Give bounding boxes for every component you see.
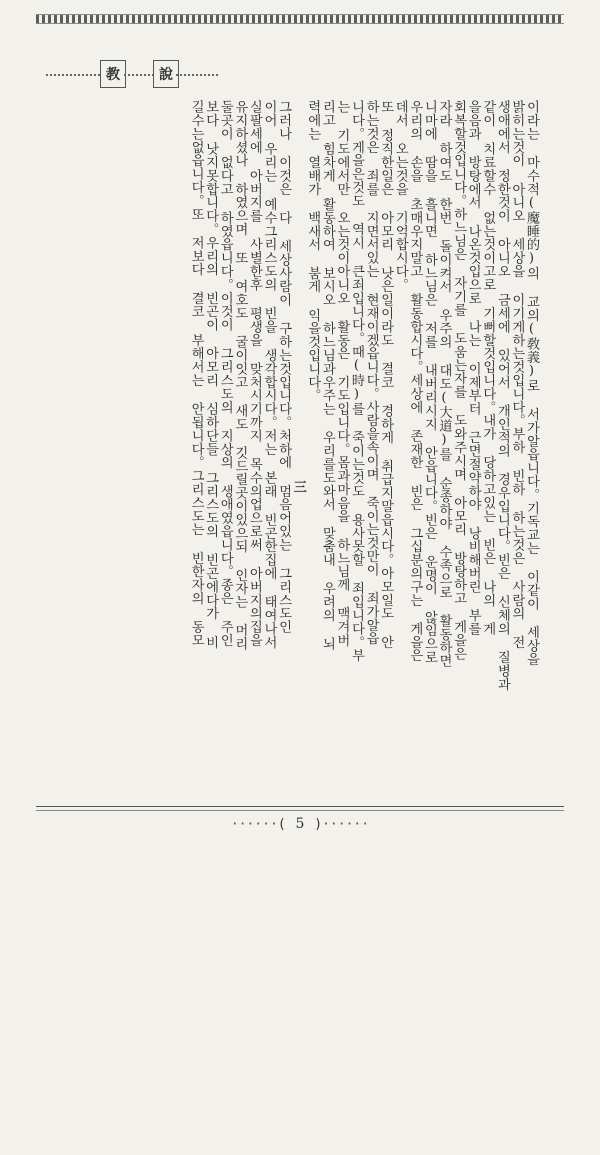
text-column: 실팔세에 아버지를 사별한후 평생을 맞처시기까지 목수의업으로써 아버지의집을 xyxy=(246,100,262,647)
text-column: 니마에 땀을 흘니면 하느님은 저를 내버리시지 안읍니다。빈은 운명이 않임으로 xyxy=(421,100,437,664)
text-column: 그러나 이것은 다 세상사람이 구하는것입니다。처하에 멈음어있는 그리스도인 xyxy=(276,100,292,634)
text-column: 같이 치료할수 없는것이고로 기뻐할것입니다。내가 당하고있는 빈은 나의 게 xyxy=(480,100,496,636)
section-marker: 三 xyxy=(290,480,306,494)
page-number-dots-right: ······ xyxy=(322,817,370,832)
page-number-dots-left: ······ xyxy=(230,817,278,832)
text-column: 자라 하여도 한번 돌이켜서 우주의 대도(大道)를 순종하야 수족으로 활동하면 xyxy=(436,100,452,668)
vertical-text-body xyxy=(188,100,544,775)
text-column: 을음과 방탕에서 나온것입으로 나는 이제부터 근면절약하야 낭비해버린 부를 xyxy=(465,100,481,636)
text-column: 리고 힘차게 활동하여 보시오 하느님과우주는 우리를도와서 맞춤내 우려의 뇌 xyxy=(319,100,335,651)
text-column: 우리의 손을 초매우지말고 활동합시다。세상에 존재한 빈은 그십분의구는 게을은 xyxy=(407,100,423,662)
text-column: 보다 낫지못합니다。우리의 빈곤이 아모리 심하단들 그리스도의 빈곤에다가 비 xyxy=(203,100,219,649)
text-column: 력에는 열배가 백새서 붐게 익을것입니다。 xyxy=(305,100,321,402)
section-title-char-2: 說 xyxy=(153,60,179,88)
text-column: 또 정직한일은 아모리 낫은일이라도 결코 경하게 취급지말읍시다。아모일도 안 xyxy=(378,100,394,649)
footer-rule-bottom xyxy=(36,810,564,811)
text-column: 이라는 마수적(魔睡的)의 교의(敎義)로 서가알읍니다。기독교는 이같이 세상을 xyxy=(524,100,539,666)
header-dotted-line-right xyxy=(176,74,218,76)
page-number-value: 5 xyxy=(295,816,305,832)
header-dotted-line-middle xyxy=(124,74,154,76)
text-column: 이어 우리는 예수그리스도의 빈을 생각합시다。저는 본래 빈곤한집에 태여나서 xyxy=(261,100,277,649)
text-column: 유지하셨나 하였으며 또 여호도 굴이잇고 새도 깃드릴곳이있으되 인자는 머리 xyxy=(232,100,248,651)
page-number: ······( 5 )······ xyxy=(230,816,370,832)
text-column: 생애에서 정한것이 아니오 금세에 있어서 개인적의 경우입니다。빈은 신체의 질병과 xyxy=(494,100,510,691)
text-column: 데서 오는것을 기억합시다。 xyxy=(392,100,408,292)
footer-rule-top xyxy=(36,806,564,807)
top-decorative-border xyxy=(36,14,564,24)
text-column: 둘곳이 없다고 하였읍니다。이것이 그리스도의 지상의 생애였읍니다。종은 주인 xyxy=(217,100,233,647)
text-column: 회복할것입니다。하느님은 자기를 도움는자를 도와주시며 아모리 방탕하고 게을은 xyxy=(451,100,467,661)
text-column: 하는것은 죄를 지면서있는 현재이겠읍니다。사람을속이며 죽이는것만이 죄가알읍 xyxy=(363,100,379,645)
text-column: 밝히는것이 아니오 세상을 이기게하는것입니다。부하 빈하 하는것은 사람의 전 xyxy=(509,100,525,649)
text-column: 길수는없읍니다。또 저보다 결코 부해서는 안됩니다。그리스도는 빈한자의 동모 xyxy=(188,100,204,647)
text-column: 는 기도에서만 오는것이아니오 활동은 기도입니다。몸과마음을 하느님께 맥겨버 xyxy=(334,100,350,647)
header-dotted-line-left xyxy=(46,74,100,76)
section-title-char-1: 教 xyxy=(100,60,126,88)
text-column: 니다。게을은것도 역시 큰죄입니다。때(時)를 죽이는것도 용사못할 죄입니다。부 xyxy=(349,100,364,662)
